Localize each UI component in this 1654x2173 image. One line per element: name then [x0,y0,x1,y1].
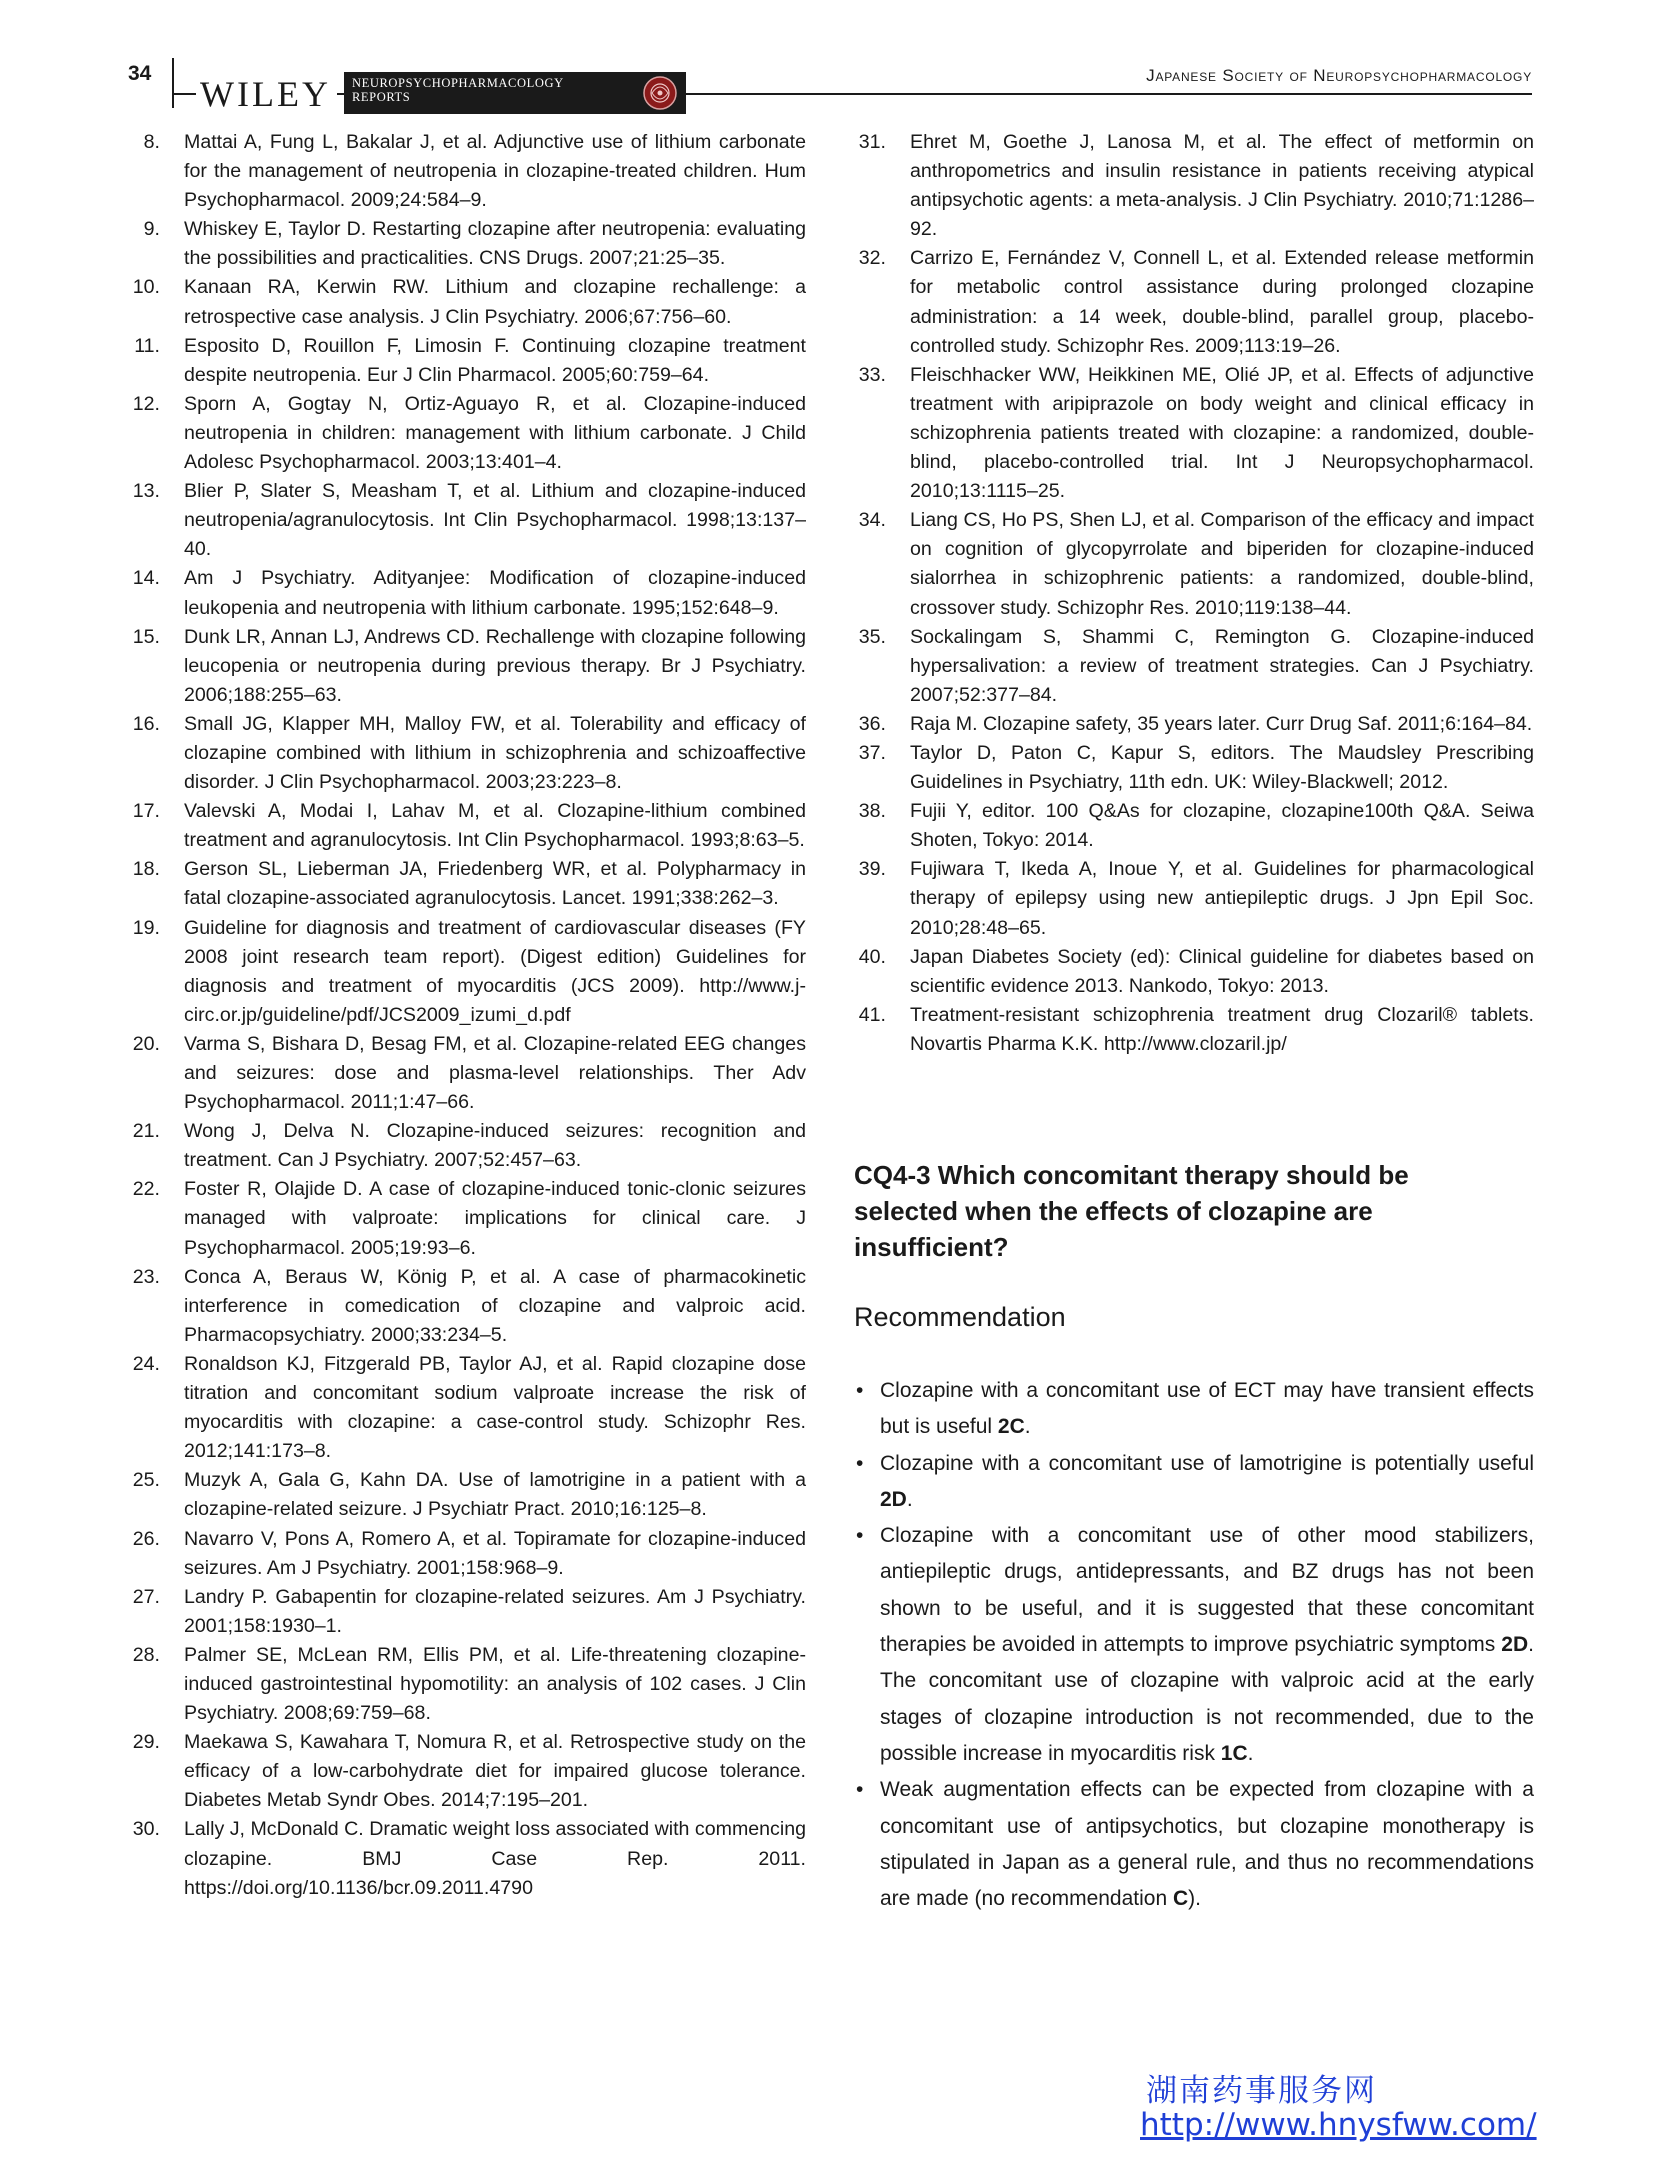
publisher-logo: WILEY [196,74,337,114]
recommendation-item [854,1518,1534,1772]
reference-text: Fleischhacker WW, Heikkinen ME, Olié JP, et al. Effects of adjunctive treatment with aripiprazole on body weight and clinical efficacy in schizophrenia patients treated with clozapine: a randomized, double-blind, placebo-controlled trial. Int J Neuropsychopharmacol. 2010;13:1115–25. [910,363,1534,503]
reference-item [128,332,806,390]
reference-text: Maekawa S, Kawahara T, Nomura R, et al. Retrospective study on the efficacy of a low-carbohydrate diet for impaired glucose tolerance. Diabetes Metab Syndr Obes. 2014;7:195–201. [184,1731,806,1812]
reference-number: 36. [858,712,886,735]
journal-banner-line-2: REPORTS [352,90,411,104]
reference-item [854,710,1534,739]
reference-text: Treatment-resistant schizophrenia treatment drug Clozaril® tablets. Novartis Pharma K.K. http://www.clozaril.jp/ [910,1003,1534,1055]
reference-item [128,1030,806,1117]
reference-text: Lally J, McDonald C. Dramatic weight loss associated with commencing clozapine. BMJ Case Rep. 2011. https://doi.org/10.1136/bcr.09.2011.4790 [184,1818,806,1899]
reference-number: 11. [134,334,160,357]
watermark-url[interactable]: http://www.hnysfww.com/ [1140,2107,1537,2143]
reference-item [128,1728,806,1815]
evidence-grade: 2C [997,1415,1025,1439]
reference-list-right [854,128,1534,1059]
recommendation-suffix: . [1247,1741,1254,1765]
reference-item [128,1815,806,1902]
reference-item [128,1466,806,1524]
reference-number: 9. [143,218,160,241]
reference-item [854,1001,1534,1059]
reference-text: Navarro V, Pons A, Romero A, et al. Topiramate for clozapine-induced seizures. Am J Psychiatry. 2001;158:968–9. [184,1527,806,1579]
reference-number: 23. [132,1265,160,1288]
reference-text: Blier P, Slater S, Measham T, et al. Lithium and clozapine-induced neutropenia/agranulocytosis. Int Clin Psychopharmacol. 1998;13:137–40. [184,480,806,561]
recommendation-text: Weak augmentation effects can be expected from clozapine with a concomitant use of antipsychotics, but clozapine monotherapy is stipulated in Japan as a general rule, and thus no recommendations are made (no recommendation [880,1778,1534,1911]
reference-text: Small JG, Klapper MH, Malloy FW, et al. Tolerability and efficacy of clozapine combined with lithium in schizophrenia and schizoaffective disorder. J Clin Psychopharmacol. 2003;23:223–8. [184,712,806,794]
reference-number: 40. [858,945,886,968]
site-watermark [1140,2074,1537,2142]
header-divider-vertical [172,58,174,108]
reference-item [854,623,1534,710]
reference-item [854,128,1534,244]
recommendation-heading: Recommendation [854,1302,1066,1332]
reference-text: Gerson SL, Lieberman JA, Friedenberg WR, et al. Polypharmacy in fatal clozapine-associated agranulocytosis. Lancet. 1991;338:262–3. [184,858,806,910]
reference-number: 33. [858,363,886,386]
journal-banner-line-1: NEUROPSYCHOPHARMACOLOGY [352,76,564,90]
watermark-title: 湖南药事服务网 [1146,2073,1377,2109]
reference-item [128,128,806,215]
reference-item [128,1583,806,1641]
reference-item [128,797,806,855]
recommendation-text: Clozapine with a concomitant use of ECT may have transient effects but is useful [880,1379,1534,1439]
reference-text: Raja M. Clozapine safety, 35 years later. Curr Drug Saf. 2011;6:164–84. [910,712,1533,735]
journal-banner [344,72,686,114]
recommendation-text: Clozapine with a concomitant use of other mood stabilizers, antiepileptic drugs, antidepressants, and BZ drugs has not been shown to be useful, and it is suggested that these concomitant therapies be avoided in attempts to improve psychiatric symptoms [880,1524,1534,1657]
reference-item [854,244,1534,360]
reference-text: Carrizo E, Fernández V, Connell L, et al. Extended release metformin for metabolic control assistance during prolonged clozapine administration: a 14 week, double-blind, parallel group, placebo-controlled study. Schizophr Res. 2009;113:19–26. [910,247,1534,357]
reference-text: Wong J, Delva N. Clozapine-induced seizures: recognition and treatment. Can J Psychiatry. 2007;52:457–63. [184,1120,806,1172]
reference-text: Ehret M, Goethe J, Lanosa M, et al. The effect of metformin on anthropometrics and insulin resistance in patients receiving atypical antipsychotic agents: a meta-analysis. J Clin Psychiatry. 2010;71:1286–92. [910,131,1534,241]
reference-item [128,1641,806,1728]
recommendation-item [854,1373,1534,1446]
reference-text: Palmer SE, McLean RM, Ellis PM, et al. Life-threatening clozapine-induced gastrointestinal hypomotility: an analysis of 102 cases. J Clin Psychiatry. 2008;69:759–68. [184,1643,806,1725]
reference-number: 28. [132,1643,160,1666]
society-emblem-icon [642,75,678,111]
reference-item [128,710,806,797]
reference-number: 22. [132,1178,160,1201]
reference-item [854,797,1534,855]
reference-text: Japan Diabetes Society (ed): Clinical guideline for diabetes based on scientific evidence 2013. Nankodo, Tokyo: 2013. [910,945,1534,997]
running-head: Japanese Society of Neuropsychopharmacology [1146,66,1532,85]
reference-text: Fujiwara T, Ikeda A, Inoue Y, et al. Guidelines for pharmacological therapy of epilepsy using new antiepileptic drugs. J Jpn Epil Soc. 2010;28:48–65. [910,858,1534,939]
page-number: 34 [128,62,152,85]
reference-number: 17. [132,800,160,823]
reference-number: 18. [132,858,160,881]
reference-number: 15. [132,625,160,648]
reference-text: Valevski A, Modai I, Lahav M, et al. Clozapine-lithium combined treatment and agranulocytosis. Int Clin Psychopharmacol. 1993;8:63–5. [184,800,806,852]
reference-number: 37. [858,741,886,764]
reference-text: Liang CS, Ho PS, Shen LJ, et al. Comparison of the efficacy and impact on cognition of glycopyrrolate and biperiden for clozapine-induced sialorrhea in schizophrenic patients: a randomized, double-blind, crossover study. Schizophr Res. 2010;119:138–44. [910,509,1534,619]
reference-number: 14. [132,567,160,590]
reference-item [128,564,806,622]
bullet-marker: • [856,1524,864,1548]
reference-item [854,361,1534,506]
reference-number: 19. [132,916,160,939]
reference-item [854,506,1534,622]
reference-item [128,914,806,1030]
reference-item [128,1175,806,1262]
reference-number: 12. [132,392,160,415]
page-header [0,0,1654,120]
reference-number: 30. [132,1818,160,1841]
recommendation-text: Clozapine with a concomitant use of lamotrigine is potentially useful [880,1451,1534,1475]
reference-number: 29. [132,1731,160,1754]
bullet-marker: • [856,1778,864,1802]
reference-number: 13. [132,480,160,503]
reference-item [128,1525,806,1583]
reference-text: Whiskey E, Taylor D. Restarting clozapine after neutropenia: evaluating the possibilities and practicalities. CNS Drugs. 2007;21:25–35. [184,218,806,270]
reference-list-left [128,128,806,1903]
reference-text: Landry P. Gabapentin for clozapine-related seizures. Am J Psychiatry. 2001;158:1930–1. [184,1585,806,1637]
recommendation-suffix: ). [1188,1887,1201,1911]
reference-item [854,855,1534,942]
recommendation-list [854,1373,1534,1917]
reference-item [128,273,806,331]
reference-number: 20. [132,1032,160,1055]
reference-number: 38. [858,800,886,823]
reference-item [128,1117,806,1175]
reference-text: Foster R, Olajide D. A case of clozapine-induced tonic-clonic seizures managed with valproate: implications for clinical care. J Psychopharmacol. 2005;19:93–6. [184,1178,806,1259]
reference-number: 39. [858,858,886,881]
reference-number: 8. [143,131,160,153]
evidence-grade: C [1173,1887,1189,1911]
reference-number: 16. [132,712,160,735]
reference-item [128,390,806,477]
reference-text: Sockalingam S, Shammi C, Remington G. Clozapine-induced hypersalivation: a review of treatment strategies. Can J Psychiatry. 2007;52:377–84. [910,625,1534,706]
recommendation-item [854,1446,1534,1519]
section-title: CQ4-3 Which concomitant therapy should be selected when the effects of clozapine are insufficient? [854,1160,1409,1262]
reference-text: Am J Psychiatry. Adityanjee: Modification of clozapine-induced leukopenia and neutropenia with lithium carbonate. 1995;152:648–9. [184,567,806,619]
reference-number: 32. [858,247,886,270]
reference-text: Varma S, Bishara D, Besag FM, et al. Clozapine-related EEG changes and seizures: dose and plasma-level relationships. Ther Adv Psychopharmacol. 2011;1:47–66. [184,1032,806,1114]
reference-text: Taylor D, Paton C, Kapur S, editors. The Maudsley Prescribing Guidelines in Psychiatry, 11th edn. UK: Wiley-Blackwell; 2012. [910,741,1534,794]
reference-text: Muzyk A, Gala G, Kahn DA. Use of lamotrigine in a patient with a clozapine-related seizure. J Psychiatr Pract. 2010;16:125–8. [184,1469,806,1521]
evidence-grade: 1C [1220,1741,1248,1765]
reference-number: 27. [132,1585,160,1608]
reference-number: 26. [132,1527,160,1550]
reference-text: Fujii Y, editor. 100 Q&As for clozapine, clozapine100th Q&A. Seiwa Shoten, Tokyo: 2014. [910,800,1534,852]
reference-number: 34. [858,509,886,532]
reference-text: Conca A, Beraus W, König P, et al. A case of pharmacokinetic interference in comedication of clozapine and valproic acid. Pharmacopsychiatry. 2000;33:234–5. [184,1265,806,1346]
reference-item [854,943,1534,1001]
reference-item [128,623,806,710]
right-column [854,128,1534,1917]
reference-item [128,1350,806,1466]
recommendation-suffix: . [906,1487,913,1511]
reference-number: 35. [858,625,886,648]
reference-item [128,855,806,913]
reference-text: Dunk LR, Annan LJ, Andrews CD. Rechallenge with clozapine following leucopenia or neutropenia during previous therapy. Br J Psychiatry. 2006;188:255–63. [184,625,806,706]
bullet-marker: • [856,1451,864,1475]
reference-number: 41. [858,1003,886,1026]
evidence-grade: 2D [1501,1633,1529,1657]
reference-number: 10. [132,276,160,299]
reference-number: 31. [858,131,886,153]
reference-number: 21. [132,1120,160,1143]
recommendation-suffix: . [1024,1415,1031,1439]
reference-text: Esposito D, Rouillon F, Limosin F. Continuing clozapine treatment despite neutropenia. Eur J Clin Pharmacol. 2005;60:759–64. [184,334,806,386]
left-column [128,128,806,1903]
evidence-grade: 2D [880,1487,907,1511]
reference-text: Kanaan RA, Kerwin RW. Lithium and clozapine rechallenge: a retrospective case analysis. J Clin Psychiatry. 2006;67:756–60. [184,276,806,328]
reference-item [128,215,806,273]
reference-text: Mattai A, Fung L, Bakalar J, et al. Adjunctive use of lithium carbonate for the management of neutropenia in clozapine-treated children. Hum Psychopharmacol. 2009;24:584–9. [184,131,806,212]
reference-number: 25. [132,1469,160,1492]
reference-text: Guideline for diagnosis and treatment of cardiovascular diseases (FY 2008 joint research team report). (Digest edition) Guidelines for diagnosis and treatment of myocarditis (JCS 2009). http://www.j-circ.or.jp/guideline/pdf/JCS2009_izumi_d.pdf [184,916,806,1026]
reference-text: Sporn A, Gogtay N, Ortiz-Aguayo R, et al. Clozapine-induced neutropenia in children: management with lithium carbonate. J Child Adolesc Psychopharmacol. 2003;13:401–4. [184,392,806,474]
reference-number: 24. [132,1352,160,1375]
reference-text: Ronaldson KJ, Fitzgerald PB, Taylor AJ, et al. Rapid clozapine dose titration and concomitant sodium valproate increase the risk of myocarditis with clozapine: a case-control study. Schizophr Res. 2012;141:173–8. [184,1352,806,1463]
bullet-marker: • [856,1379,864,1402]
reference-item [128,1263,806,1350]
recommendation-suffix: . The concomitant use of clozapine with valproic acid at the early stages of clozapine introduction is not recommended, due to the possible increase in myocarditis risk [880,1633,1534,1765]
reference-item [854,739,1534,797]
reference-item [128,477,806,564]
recommendation-item [854,1772,1534,1917]
